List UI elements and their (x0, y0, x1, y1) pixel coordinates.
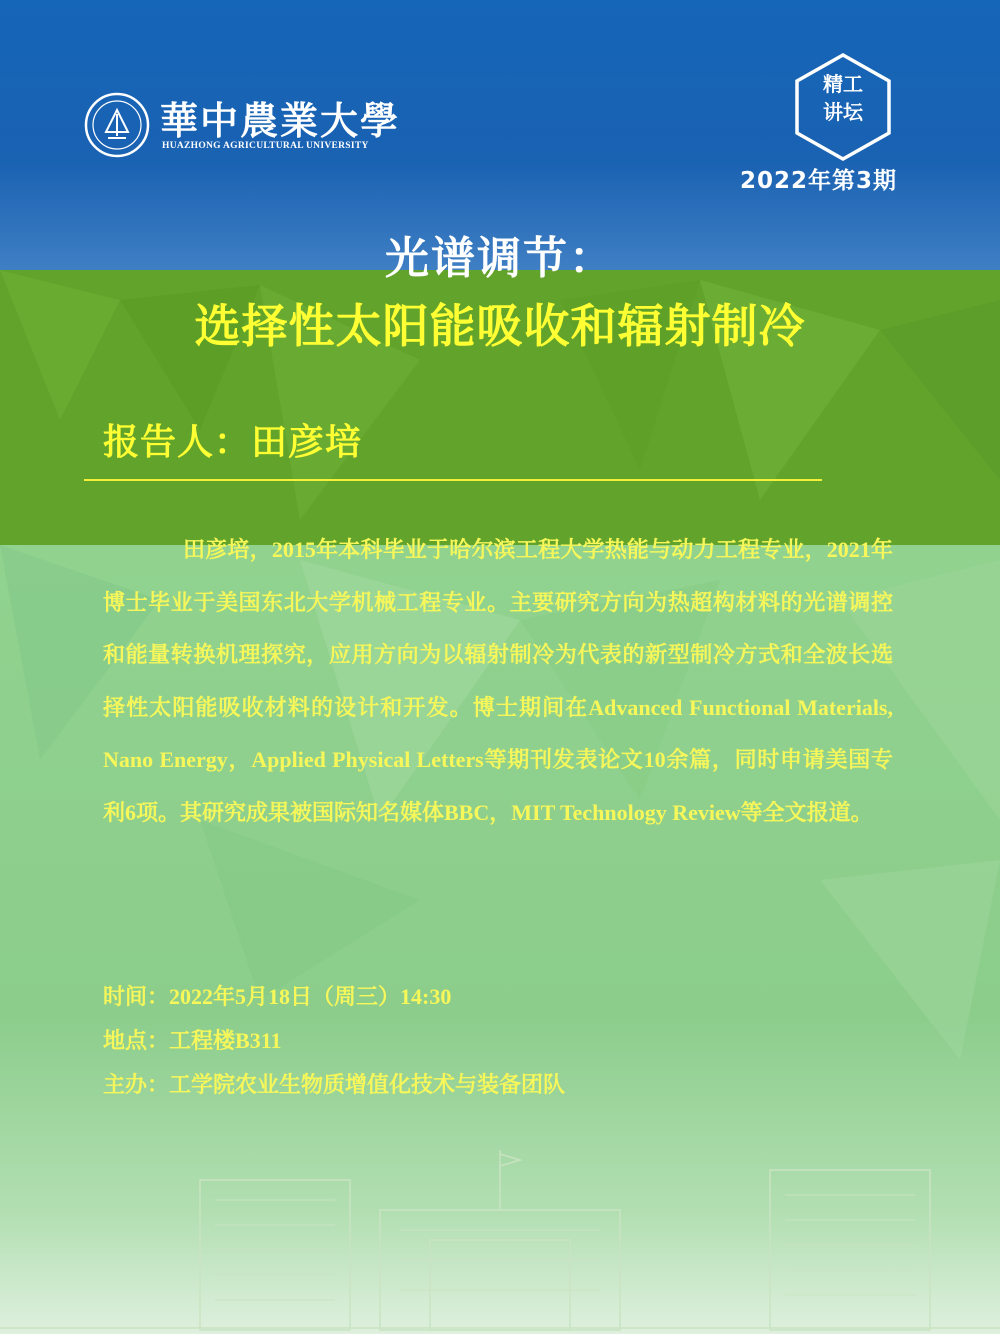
speaker-name: 田彦培 (251, 422, 363, 463)
speaker-label: 报告人： (103, 422, 252, 463)
speaker-heading (103, 414, 603, 465)
lecture-title-line-1: 光谱调节： (385, 233, 615, 284)
time-value: 2022年5月18日（周三）14:30 (169, 984, 452, 1009)
time-label: 时间： (103, 985, 170, 1010)
lecture-title-line-2: 选择性太阳能吸收和辐射制冷 (194, 299, 806, 353)
university-name-english: HUAZHONG AGRICULTURAL UNIVERSITY (162, 141, 369, 151)
host-value: 工学院农业生物质增值化技术与装备团队 (169, 1073, 566, 1098)
host-label: 主办： (103, 1073, 170, 1098)
place-row (103, 1024, 903, 1055)
university-emblem-icon (84, 92, 150, 158)
time-row (103, 980, 903, 1011)
badge-line-2: 讲坛 (823, 100, 863, 124)
badge-line-1: 精工 (823, 72, 863, 96)
divider (84, 479, 822, 481)
place-value: 工程楼B311 (169, 1028, 282, 1053)
host-row (103, 1068, 903, 1099)
issue-number: 2022年第3期 (740, 168, 898, 194)
place-label: 地点： (103, 1029, 170, 1054)
university-name: 華中農業大學 (160, 98, 401, 143)
lecture-badge-label (793, 70, 893, 126)
campus-building-illustration (0, 1150, 1000, 1334)
speaker-biography: 田彦培，2015年本科毕业于哈尔滨工程大学热能与动力工程专业，2021年博士毕业于美国东北大学机械工程专业。主要研究方向为热超构材料的光谱调控和能量转换机理探究，应用方向为以辐射制冷为代表的新型制冷方式和全波长选择性太阳能吸收材料的设计和开发。博士期间在Advanced Functional Materials, Nano Energy，Applied Physical Letters等期刊发表论文10余篇，同时申请美国专利6项。其研究成果被国际知名媒体BBC，MIT Technology Review等全文报道。 (103, 537, 893, 825)
